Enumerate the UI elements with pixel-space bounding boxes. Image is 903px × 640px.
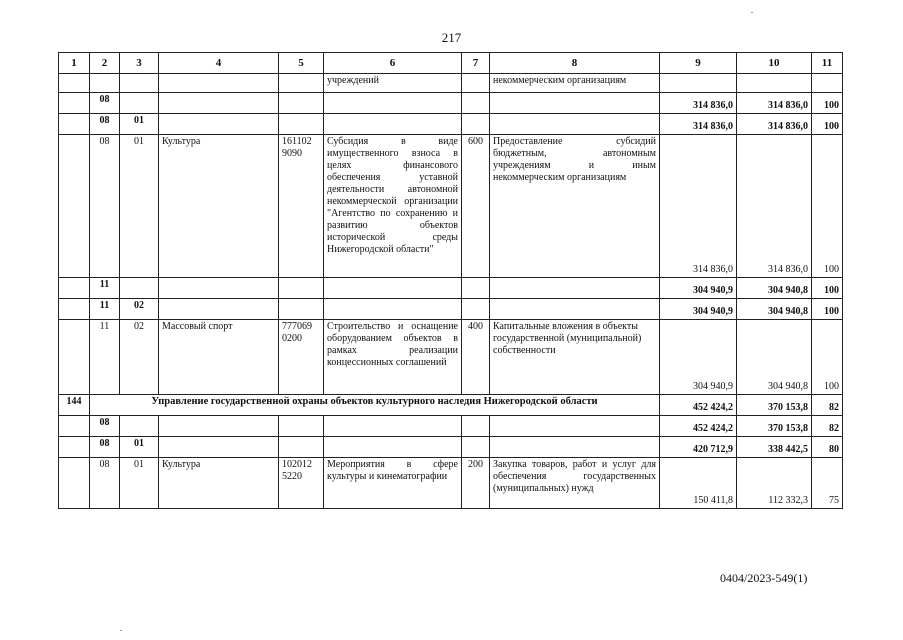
col-header: 5: [279, 53, 324, 74]
cell-executed: 370 153,8: [737, 395, 812, 416]
cell-agency-title: Управление государственной охраны объектов культурного наследия Нижегородской области: [90, 395, 660, 416]
cell-subsection: 02: [120, 299, 159, 320]
cell-name: Массовый спорт: [159, 320, 279, 395]
cell-percent: 82: [812, 395, 843, 416]
cell-target-code: 777069 0200: [279, 320, 324, 395]
table-row: [59, 74, 843, 93]
cell-percent: 100: [812, 93, 843, 114]
cell-percent: 82: [812, 416, 843, 437]
col-header: 8: [490, 53, 660, 74]
table-row: [59, 278, 843, 299]
cell-expense-code: 400: [462, 320, 490, 395]
cell-executed: 314 836,0: [737, 114, 812, 135]
col-header: 6: [324, 53, 462, 74]
cell-executed: 112 332,3: [737, 458, 812, 509]
cell-approved: 314 836,0: [660, 93, 737, 114]
table-row: [59, 395, 843, 416]
cell-subsection: 01: [120, 437, 159, 458]
cell-approved: 452 424,2: [660, 416, 737, 437]
col-header: 7: [462, 53, 490, 74]
page-number: 217: [441, 30, 462, 45]
table-row: [59, 437, 843, 458]
cell-description: Строительство и оснащение оборудованием объектов в рамках реализации концессионных соглашений: [324, 320, 462, 395]
cell-percent: 80: [812, 437, 843, 458]
cell-percent: 100: [812, 299, 843, 320]
cell-target-code: 102012 5220: [279, 458, 324, 509]
table-row: [59, 114, 843, 135]
cell-expense-code: 600: [462, 135, 490, 278]
cell-expense-code: 200: [462, 458, 490, 509]
cell-approved: 452 424,2: [660, 395, 737, 416]
cell-percent: 100: [812, 114, 843, 135]
cell-subsection: 01: [120, 135, 159, 278]
cell-description: Субсидия в виде имущественного взноса в целях финансового обеспечения уставной деятельности автономной некоммерческой организации "Агентство по сохранению и развитию объектов исторической среды Нижегородской области": [324, 135, 462, 278]
cell-subsection: 01: [120, 114, 159, 135]
cell-section: 08: [90, 135, 120, 278]
col-header: 2: [90, 53, 120, 74]
cell-section: 11: [90, 320, 120, 395]
cell-executed: 370 153,8: [737, 416, 812, 437]
cell-approved: 314 836,0: [660, 114, 737, 135]
table-row: [59, 135, 843, 278]
cell-executed: 304 940,8: [737, 299, 812, 320]
cell-percent: 100: [812, 320, 843, 395]
cell-section: 08: [90, 458, 120, 509]
cell-approved: 304 940,9: [660, 299, 737, 320]
cell-subsection: 01: [120, 458, 159, 509]
cell-description: учреждений: [324, 74, 462, 93]
cell-section: 11: [90, 299, 120, 320]
cell-section: 08: [90, 93, 120, 114]
scan-speck: [120, 630, 122, 631]
cell-expense-type: Капитальные вложения в объекты государственной (муниципальной) собственности: [490, 320, 660, 395]
cell-section: 11: [90, 278, 120, 299]
cell-percent: 100: [812, 135, 843, 278]
cell-target-code: 161102 9090: [279, 135, 324, 278]
cell-approved: 420 712,9: [660, 437, 737, 458]
cell-name: Культура: [159, 458, 279, 509]
cell-approved: 314 836,0: [660, 135, 737, 278]
cell-subsection: 02: [120, 320, 159, 395]
cell-percent: 100: [812, 278, 843, 299]
cell-approved: 304 940,9: [660, 278, 737, 299]
table-row: [59, 93, 843, 114]
col-header: 9: [660, 53, 737, 74]
cell-expense-type: Предоставление субсидий бюджетным, автономным учреждениям и иным некоммерческим организациям: [490, 135, 660, 278]
budget-table: [58, 52, 843, 509]
cell-description: Мероприятия в сфере культуры и кинематографии: [324, 458, 462, 509]
table-row: [59, 299, 843, 320]
cell-executed: 314 836,0: [737, 93, 812, 114]
cell-approved: 304 940,9: [660, 320, 737, 395]
cell-section: 08: [90, 114, 120, 135]
header-row: [59, 53, 843, 74]
cell-expense-type: некоммерческим организациям: [490, 74, 660, 93]
col-header: 4: [159, 53, 279, 74]
cell-agency-code: 144: [59, 395, 90, 416]
cell-executed: 304 940,8: [737, 278, 812, 299]
table-row: [59, 416, 843, 437]
col-header: 1: [59, 53, 90, 74]
scan-speck: [751, 12, 753, 13]
cell-executed: 314 836,0: [737, 135, 812, 278]
table-row: [59, 320, 843, 395]
cell-expense-type: Закупка товаров, работ и услуг для обеспечения государственных (муниципальных) нужд: [490, 458, 660, 509]
table-row: [59, 458, 843, 509]
col-header: 10: [737, 53, 812, 74]
document-code: 0404/2023-549(1): [720, 571, 808, 585]
cell-executed: 304 940,8: [737, 320, 812, 395]
cell-section: 08: [90, 437, 120, 458]
col-header: 3: [120, 53, 159, 74]
cell-section: 08: [90, 416, 120, 437]
cell-executed: 338 442,5: [737, 437, 812, 458]
cell-percent: 75: [812, 458, 843, 509]
cell-approved: 150 411,8: [660, 458, 737, 509]
cell-name: Культура: [159, 135, 279, 278]
col-header: 11: [812, 53, 843, 74]
